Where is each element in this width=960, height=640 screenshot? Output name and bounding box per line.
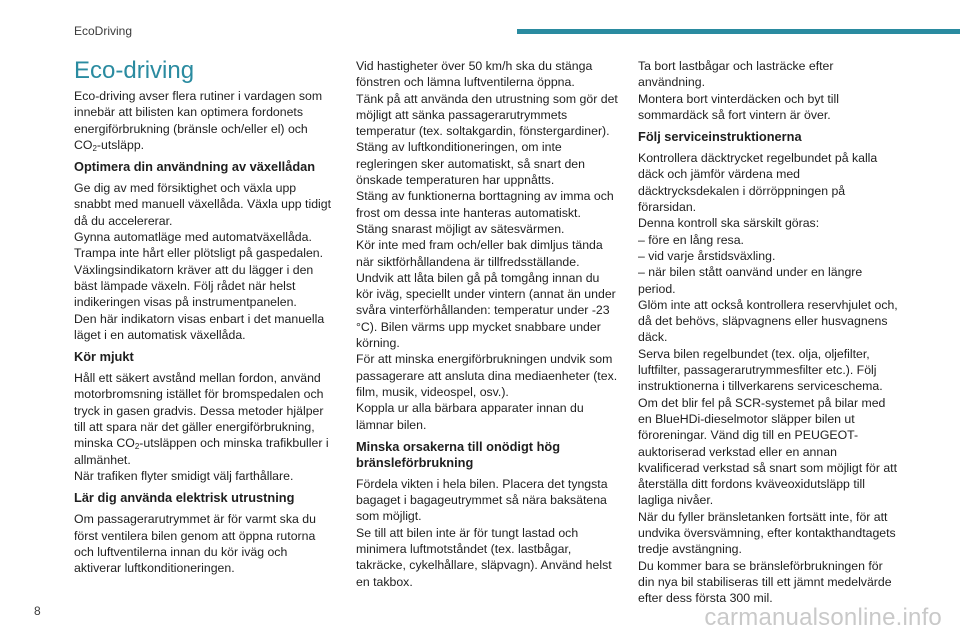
drive-paragraph-1	[74, 370, 336, 468]
electrical-paragraph-7: Kör inte med fram och/eller bak dimljus tända när siktförhållandena är tillfredsställande.	[356, 238, 603, 269]
electrical-paragraph-8: Undvik att låta bilen gå på tomgång innan du kör iväg, speciellt under vintern (annat än under svåra vinterförhållanden: temperatur under -23 °C). Bilen värms upp mycket snabbare under körning.	[356, 270, 616, 351]
service-paragraph-4: Serva bilen regelbundet (tex. olja, oljefilter, luftfilter, passagerarutrymmesfilter etc.). Följ instruktionerna i tillverkarens serviceschema.	[638, 346, 883, 394]
electrical-paragraph-9: För att minska energiförbrukningen undvik som passagerare att ansluta dina mediaenheter (tex. film, musik, videospel, osv.).	[356, 352, 618, 399]
service-paragraph-5: Om det blir fel på SCR-systemet på bilar med en BlueHDi-dieselmotor släpper bilen ut föroreningar. Vänd dig till en PEUGEOT-auktoriserad verkstad eller en annan kvalificerad verkstad så snart som möjligt för att återställa ditt fordons kväveoxidutsläpp till lagliga nivåer.	[638, 395, 898, 508]
column-3	[638, 58, 900, 607]
service-paragraph-1: Kontrollera däcktrycket regelbundet på kalla däck och jämför värdena med däcktrycksdekalen i dörröppningen på förarsidan.	[638, 151, 878, 215]
gearbox-paragraph-3: Trampa inte hårt eller plötsligt på gaspedalen.	[74, 246, 324, 261]
electrical-paragraph-5: Stäng av funktionerna borttagning av imma och frost om dessa inte hanteras automatiskt.	[356, 189, 614, 220]
electrical-paragraph-1: Om passagerarutrymmet är för varmt ska du först ventilera bilen genom att öppna rutorna och luftventilerna innan du kör iväg och aktiverar luftkonditioneringen.	[74, 512, 316, 576]
reduce-paragraph-1: Fördela vikten i hela bilen. Placera det tyngsta bagaget i bagageutrymmet så nära baksätena som möjligt.	[356, 476, 608, 524]
service-paragraph-2: Denna kontroll ska särskilt göras:	[638, 216, 820, 231]
drive-subscript: 2	[134, 442, 140, 452]
service-list-item-3: – när bilen stått oanvänd under en längre period.	[638, 265, 863, 296]
column-2	[356, 58, 618, 590]
intro-paragraph	[74, 88, 336, 153]
intro-text: Eco-driving avser flera rutiner i vardagen som innebär att bilisten kan optimera fordonets energiförbrukning (bränsle och/eller el) och CO	[74, 89, 323, 152]
electrical-paragraph-3: Tänk på att använda den utrustning som gör det möjligt att sänka passagerarutrymmets temperatur (tex. soltakgardin, fönstergardiner).	[356, 91, 618, 139]
page-number: 8	[34, 604, 41, 618]
drive-text: Håll ett säkert avstånd mellan fordon, använd motorbromsning istället för bromspedalen och tryck in gasen gradvis. Dessa metoder hjälper till att spara när det gäller energiförbrukning, minska CO	[74, 371, 324, 451]
gearbox-paragraph-5: Den här indikatorn visas enbart i det manuella läget i en automatisk växellåda.	[74, 311, 325, 342]
reduce-paragraph-4: Montera bort vinterdäcken och byt till sommardäck så fort vintern är över.	[638, 91, 839, 122]
gearbox-paragraph-4: Växlingsindikatorn kräver att du lägger i den bäst lämpade växeln. Följ rådet när helst indikeringen visas på instrumentpanelen.	[74, 262, 314, 310]
electrical-paragraph-10: Koppla ur alla bärbara apparater innan du lämnar bilen.	[356, 401, 584, 432]
heading-reduce-consumption: Minska orsakerna till onödigt hög bränsleförbrukning	[356, 438, 561, 470]
heading-gearbox: Optimera din användning av växellådan	[74, 159, 316, 175]
electrical-paragraph-6: Stäng snarast möjligt av sätesvärmen.	[356, 221, 565, 236]
heading-drive-smoothly: Kör mjukt	[74, 349, 134, 365]
header-accent-bar	[517, 29, 960, 34]
electrical-paragraph-4: Stäng av luftkonditioneringen, om inte regleringen sker automatiskt, så snart den önskade temperaturen har uppnåtts.	[356, 140, 585, 188]
reduce-paragraph-2: Se till att bilen inte är för tungt lastad och minimera luftmotståndet (tex. lastbågar, takräcke, cykelhållare, släpvagn). Använd helst en takbox.	[356, 525, 612, 589]
watermark-text: carmanualsonline.info	[704, 604, 942, 631]
gearbox-paragraph-2: Gynna automatläge med automatväxellåda.	[74, 230, 312, 245]
service-paragraph-3: Glöm inte att också kontrollera reservhjulet och, då det behövs, släpvagnens eller husvagnens däck.	[638, 297, 898, 345]
reduce-paragraph-3: Ta bort lastbågar och lasträcke efter användning.	[638, 59, 834, 90]
heading-electrical-equipment: Lär dig använda elektrisk utrustning	[74, 490, 295, 506]
page-title: Eco-driving	[74, 57, 195, 84]
drive-text-end: -utsläppen och minska trafikbuller i allmänhet.	[74, 436, 329, 467]
service-paragraph-6: När du fyller bränsletanken fortsätt inte, för att undvika översvämning, efter kontakthandtagets tredje avstängning.	[638, 509, 896, 557]
intro-text-end: -utsläpp.	[96, 137, 145, 152]
service-list-item-2: – vid varje årstidsväxling.	[638, 248, 776, 263]
service-list-item-1: – före en lång resa.	[638, 232, 744, 247]
intro-subscript: 2	[92, 143, 97, 153]
service-paragraph-7: Du kommer bara se bränsleförbrukningen för din nya bil stabiliseras till ett jämnt medelvärde efter dess första 300 mil.	[638, 558, 892, 606]
electrical-paragraph-2: Vid hastigheter över 50 km/h ska du stänga fönstren och lämna luftventilerna öppna.	[356, 59, 593, 90]
section-label: EcoDriving	[74, 24, 133, 38]
column-1	[74, 58, 336, 576]
gearbox-paragraph-1: Ge dig av med försiktighet och växla upp snabbt med manuell växellåda. Växla upp tidigt då du accelererar.	[74, 181, 332, 228]
drive-paragraph-2: När trafiken flyter smidigt välj farthållare.	[74, 468, 294, 483]
heading-service: Följ serviceinstruktionerna	[638, 129, 802, 145]
